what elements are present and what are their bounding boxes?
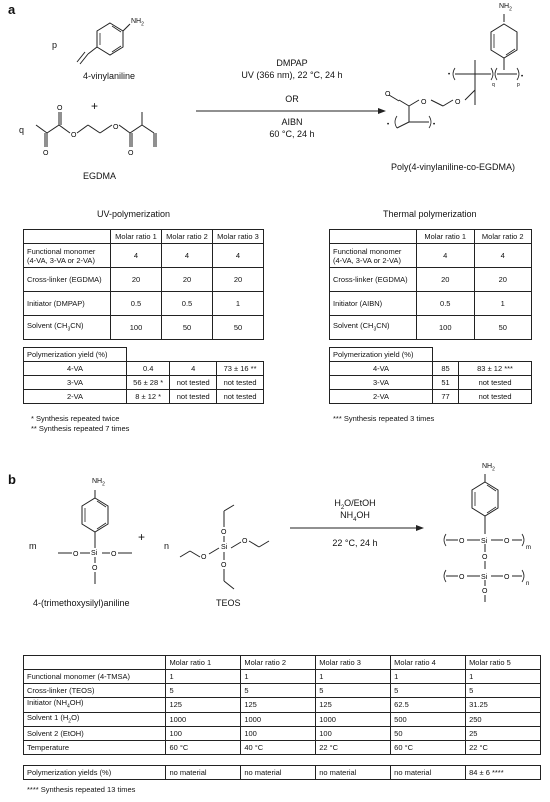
plus-sign-b: + bbox=[138, 530, 146, 544]
table-cell: 1 bbox=[474, 292, 532, 316]
svg-text:O: O bbox=[504, 538, 510, 545]
table-header: Molar ratio 3 bbox=[316, 656, 391, 670]
row-label: Cross-linker (TEOS) bbox=[24, 684, 166, 698]
table-cell: 5 bbox=[241, 684, 316, 698]
table-cell: 125 bbox=[316, 698, 391, 713]
table-cell: 125 bbox=[241, 698, 316, 713]
table-cell: 100 bbox=[316, 727, 391, 741]
table-cell: 50 bbox=[391, 727, 466, 741]
product-amine-label: $NH_2$ bbox=[499, 3, 512, 13]
table-header: Molar ratio 4 bbox=[391, 656, 466, 670]
table-row bbox=[24, 656, 541, 670]
table-header: Molar ratio 2 bbox=[162, 230, 213, 244]
table-cell: 56 ± 28 * bbox=[127, 376, 170, 390]
teos-structure bbox=[172, 505, 272, 595]
monomer-name: 4-vinylaniline bbox=[83, 71, 136, 81]
row-label: Solvent 1 $(H_2O)$ bbox=[24, 712, 166, 727]
thermal-title: Thermal polymerization bbox=[383, 209, 477, 219]
table-cell: 4 bbox=[111, 244, 162, 268]
table-row bbox=[330, 376, 532, 390]
svg-text:Si: Si bbox=[481, 574, 488, 581]
tmsa-conditions-table bbox=[23, 655, 541, 755]
table-cell: 73 ± 16 ** bbox=[217, 362, 264, 376]
svg-text:O: O bbox=[73, 551, 79, 558]
svg-text:O: O bbox=[201, 554, 207, 561]
svg-text:O: O bbox=[482, 554, 488, 561]
table-cell: 125 bbox=[166, 698, 241, 713]
table-row bbox=[24, 712, 541, 727]
condition-thermal: 60 °C, 24 h bbox=[269, 129, 315, 139]
svg-text:•: • bbox=[521, 74, 524, 80]
table-cell: 1000 bbox=[166, 712, 241, 727]
table-cell: 0.5 bbox=[417, 292, 475, 316]
table-cell: 50 bbox=[162, 316, 213, 340]
table-cell: 1 bbox=[316, 670, 391, 684]
table-cell: 0.5 bbox=[162, 292, 213, 316]
svg-text:Si: Si bbox=[221, 544, 228, 551]
table-row bbox=[330, 268, 532, 292]
polysiloxane-product-structure bbox=[440, 472, 545, 602]
table-cell: not tested bbox=[170, 390, 217, 404]
table-cell: not tested bbox=[459, 376, 532, 390]
svg-text:O: O bbox=[92, 565, 98, 572]
table-row bbox=[24, 292, 264, 316]
row-label: Functional monomer (4-TMSA) bbox=[24, 670, 166, 684]
table-cell: no material bbox=[166, 766, 241, 780]
reaction-arrow-a bbox=[196, 107, 386, 115]
svg-text:O: O bbox=[459, 574, 465, 581]
table-cell: 50 bbox=[474, 316, 532, 340]
table-cell: 4 bbox=[162, 244, 213, 268]
uv-note-2: ** Synthesis repeated 7 times bbox=[31, 424, 130, 433]
svg-text:n: n bbox=[526, 581, 530, 587]
table-cell: 1 bbox=[241, 670, 316, 684]
table-cell: 100 bbox=[417, 316, 475, 340]
table-cell: not tested bbox=[217, 376, 264, 390]
svg-text:•: • bbox=[387, 122, 390, 128]
tmsa-yield-table bbox=[23, 765, 541, 780]
svg-text:•: • bbox=[448, 72, 451, 78]
condition-uv: UV (366 nm), 22 °C, 24 h bbox=[241, 70, 343, 80]
table-cell: 4 bbox=[474, 244, 532, 268]
svg-text:O: O bbox=[71, 132, 77, 139]
table-cell bbox=[24, 656, 166, 670]
table-cell: 500 bbox=[391, 712, 466, 727]
table-cell: not tested bbox=[459, 390, 532, 404]
svg-text:O: O bbox=[113, 124, 119, 131]
thermal-note: *** Synthesis repeated 3 times bbox=[333, 414, 435, 423]
svg-text:O: O bbox=[459, 538, 465, 545]
row-label: Cross-linker (EGDMA) bbox=[24, 268, 111, 292]
row-label: Solvent $(CH_3CN)$ bbox=[330, 316, 417, 340]
uv-title: UV-polymerization bbox=[97, 209, 171, 219]
svg-text:O: O bbox=[57, 105, 63, 112]
table-cell: 20 bbox=[162, 268, 213, 292]
svg-text:O: O bbox=[455, 99, 461, 106]
table-header: Molar ratio 2 bbox=[474, 230, 532, 244]
table-header: Molar ratio 1 bbox=[166, 656, 241, 670]
plus-sign-a: + bbox=[91, 99, 99, 113]
svg-text:m: m bbox=[526, 545, 531, 551]
table-cell: 4 bbox=[213, 244, 264, 268]
table-cell: 22 °C bbox=[466, 741, 541, 755]
table-row bbox=[24, 684, 541, 698]
svg-text:O: O bbox=[242, 538, 248, 545]
svg-text:Si: Si bbox=[91, 550, 98, 557]
table-header: Molar ratio 3 bbox=[213, 230, 264, 244]
table-cell: 0.5 bbox=[111, 292, 162, 316]
svg-text:O: O bbox=[221, 562, 227, 569]
table-row bbox=[330, 316, 532, 340]
table-row bbox=[330, 362, 532, 376]
yield-title: Polymerization yield (%) bbox=[24, 348, 127, 362]
svg-text:•: • bbox=[433, 122, 436, 128]
empty-cell bbox=[170, 348, 217, 362]
row-label: Initiator $(NH_4OH)$ bbox=[24, 698, 166, 713]
panel-a-label: a bbox=[8, 2, 16, 17]
product-name: Poly(4-vinylaniline-co-EGDMA) bbox=[391, 162, 516, 172]
monomer-amine-label: $NH_2$ bbox=[131, 18, 144, 28]
tmsa-amine-label: $NH_2$ bbox=[92, 478, 105, 488]
empty-cell bbox=[217, 348, 264, 362]
row-label: Cross-linker (EGDMA) bbox=[330, 268, 417, 292]
svg-text:O: O bbox=[385, 91, 391, 98]
table-cell: 4 bbox=[170, 362, 217, 376]
table-header: Molar ratio 1 bbox=[417, 230, 475, 244]
table-cell: no material bbox=[316, 766, 391, 780]
svg-text:O: O bbox=[504, 574, 510, 581]
row-label: Initiator (DMPAP) bbox=[24, 292, 111, 316]
row-label: Functional monomer (4-VA, 3-VA or 2-VA) bbox=[330, 244, 417, 268]
table-cell: 31.25 bbox=[466, 698, 541, 713]
condition-catalyst: $NH_4OH$ bbox=[340, 510, 370, 523]
table-row bbox=[24, 670, 541, 684]
table-cell bbox=[330, 230, 417, 244]
row-label: Solvent 2 (EtOH) bbox=[24, 727, 166, 741]
table-row bbox=[330, 230, 532, 244]
table-cell: 5 bbox=[466, 684, 541, 698]
table-row bbox=[24, 390, 264, 404]
row-label: 4-VA bbox=[330, 362, 433, 376]
thermal-yield-table bbox=[329, 347, 532, 404]
svg-text:O: O bbox=[482, 588, 488, 595]
panel-b-label: b bbox=[8, 472, 16, 487]
table-cell: 25 bbox=[466, 727, 541, 741]
table-cell: 60 °C bbox=[166, 741, 241, 755]
table-row bbox=[330, 348, 532, 362]
tmsa-note: **** Synthesis repeated 13 times bbox=[27, 785, 136, 794]
svg-text:O: O bbox=[111, 551, 117, 558]
table-cell: 62.5 bbox=[391, 698, 466, 713]
teos-coefficient-n: n bbox=[164, 541, 170, 551]
tmsa-structure bbox=[50, 488, 140, 593]
table-row bbox=[24, 741, 541, 755]
table-row bbox=[24, 727, 541, 741]
table-cell: 5 bbox=[166, 684, 241, 698]
row-label: Temperature bbox=[24, 741, 166, 755]
table-cell: 1 bbox=[466, 670, 541, 684]
table-cell: 1000 bbox=[316, 712, 391, 727]
table-cell: 250 bbox=[466, 712, 541, 727]
table-cell: 100 bbox=[166, 727, 241, 741]
table-cell: 77 bbox=[433, 390, 459, 404]
product-subscript-q: q bbox=[492, 82, 495, 88]
uv-conditions-table bbox=[23, 229, 264, 340]
condition-initiator-uv: DMPAP bbox=[276, 58, 308, 68]
table-cell: 0.4 bbox=[127, 362, 170, 376]
crosslinker-name: EGDMA bbox=[83, 171, 117, 181]
table-header: Molar ratio 2 bbox=[241, 656, 316, 670]
table-cell: 51 bbox=[433, 376, 459, 390]
monomer-coefficient-p: p bbox=[52, 40, 58, 50]
table-cell: 8 ± 12 * bbox=[127, 390, 170, 404]
tmsa-coefficient-m: m bbox=[29, 541, 37, 551]
table-cell: 40 °C bbox=[241, 741, 316, 755]
row-label: 2-VA bbox=[24, 390, 127, 404]
uv-yield-table bbox=[23, 347, 264, 404]
polymer-product-structure bbox=[385, 10, 543, 150]
condition-temperature-time: 22 °C, 24 h bbox=[332, 538, 378, 548]
thermal-conditions-table bbox=[329, 229, 532, 340]
table-row bbox=[24, 348, 264, 362]
table-cell: 5 bbox=[316, 684, 391, 698]
table-row bbox=[24, 698, 541, 713]
table-row bbox=[24, 230, 264, 244]
table-cell: 20 bbox=[213, 268, 264, 292]
table-cell: 20 bbox=[474, 268, 532, 292]
table-cell: 22 °C bbox=[316, 741, 391, 755]
table-cell: 100 bbox=[111, 316, 162, 340]
empty-cell bbox=[433, 348, 459, 362]
row-label: 4-VA bbox=[24, 362, 127, 376]
table-cell: 20 bbox=[111, 268, 162, 292]
table-cell: no material bbox=[241, 766, 316, 780]
table-cell: 60 °C bbox=[391, 741, 466, 755]
product-subscript-p: p bbox=[517, 82, 520, 88]
reaction-arrow-b bbox=[290, 524, 424, 532]
condition-or: OR bbox=[285, 94, 299, 104]
yield-title: Polymerization yield (%) bbox=[330, 348, 433, 362]
table-row bbox=[24, 376, 264, 390]
table-row bbox=[330, 292, 532, 316]
row-label: 3-VA bbox=[330, 376, 433, 390]
uv-note-1: * Synthesis repeated twice bbox=[31, 414, 120, 423]
table-cell: 1 bbox=[391, 670, 466, 684]
table-cell: 20 bbox=[417, 268, 475, 292]
table-row bbox=[24, 362, 264, 376]
table-cell: not tested bbox=[217, 390, 264, 404]
row-label: Initiator (AIBN) bbox=[330, 292, 417, 316]
table-cell: 83 ± 12 *** bbox=[459, 362, 532, 376]
row-label: Solvent $(CH_3CN)$ bbox=[24, 316, 111, 340]
svg-text:O: O bbox=[221, 529, 227, 536]
table-cell: 1000 bbox=[241, 712, 316, 727]
egdma-structure bbox=[32, 105, 172, 160]
crosslinker-coefficient-q: q bbox=[19, 125, 25, 135]
table-header: Molar ratio 1 bbox=[111, 230, 162, 244]
table-header: Molar ratio 5 bbox=[466, 656, 541, 670]
svg-text:O: O bbox=[43, 150, 49, 157]
table-cell: not tested bbox=[170, 376, 217, 390]
yield-title: Polymerization yields (%) bbox=[24, 766, 166, 780]
svg-text:Si: Si bbox=[481, 538, 488, 545]
teos-name: TEOS bbox=[216, 598, 241, 608]
table-cell: 50 bbox=[213, 316, 264, 340]
table-cell: 100 bbox=[241, 727, 316, 741]
table-cell: 1 bbox=[166, 670, 241, 684]
row-label: 3-VA bbox=[24, 376, 127, 390]
tmsa-name: 4-(trimethoxysilyl)aniline bbox=[33, 598, 130, 608]
table-cell: 4 bbox=[417, 244, 475, 268]
table-cell: 1 bbox=[213, 292, 264, 316]
table-row bbox=[24, 244, 264, 268]
table-row bbox=[24, 316, 264, 340]
svg-text:O: O bbox=[421, 99, 427, 106]
table-row bbox=[330, 390, 532, 404]
row-label: 2-VA bbox=[330, 390, 433, 404]
product-b-amine-label: $NH_2$ bbox=[482, 463, 495, 473]
svg-text:O: O bbox=[128, 150, 134, 157]
table-cell: 84 ± 6 **** bbox=[466, 766, 541, 780]
row-label: Functional monomer (4-VA, 3-VA or 2-VA) bbox=[24, 244, 111, 268]
table-row bbox=[330, 244, 532, 268]
table-cell: 85 bbox=[433, 362, 459, 376]
table-cell: 5 bbox=[391, 684, 466, 698]
table-cell: no material bbox=[391, 766, 466, 780]
table-row bbox=[24, 766, 541, 780]
empty-cell bbox=[127, 348, 170, 362]
condition-initiator-thermal: AIBN bbox=[281, 117, 303, 127]
condition-solvent: $H_2O$/EtOH bbox=[334, 498, 376, 511]
table-cell bbox=[24, 230, 111, 244]
empty-cell bbox=[459, 348, 532, 362]
table-row bbox=[24, 268, 264, 292]
